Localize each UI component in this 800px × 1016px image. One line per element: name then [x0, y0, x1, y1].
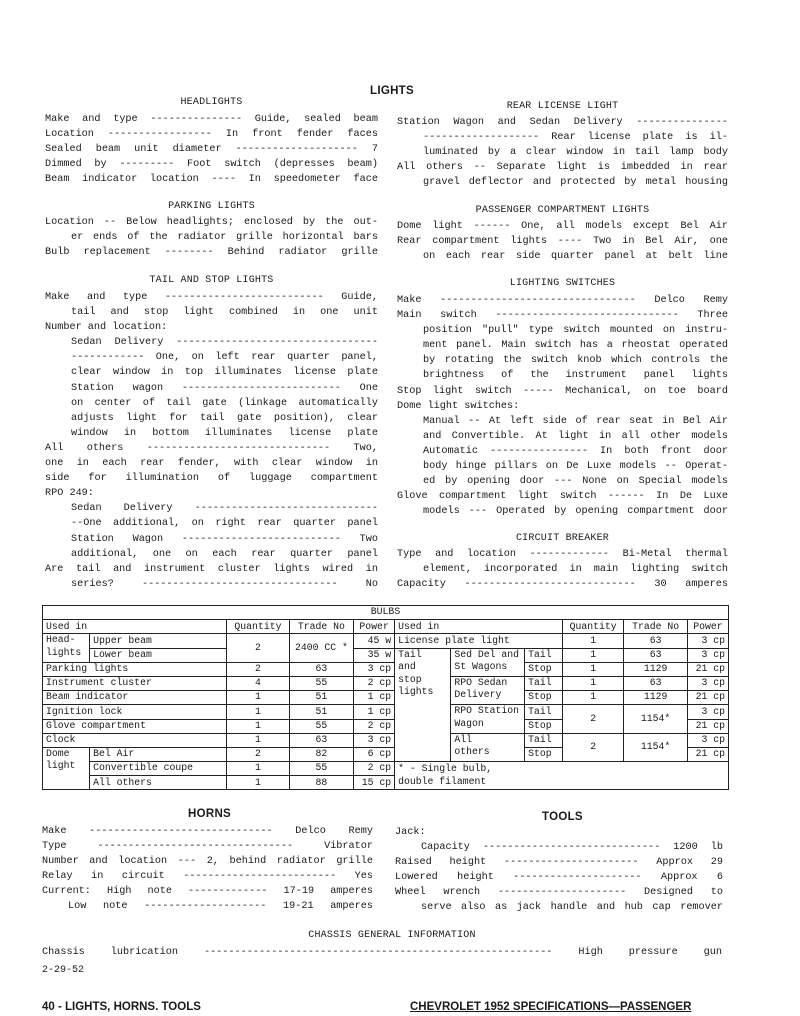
- table-title-row: [43, 606, 729, 620]
- spec-line: Beam indicator location ---- In speedometer face: [45, 174, 378, 186]
- spec-line: Make -------------------------------- Delco Remy: [397, 295, 728, 306]
- tail-stop-heading: TAIL AND STOP LIGHTS: [149, 275, 274, 286]
- qty: 1: [227, 776, 289, 790]
- power: 1 cp: [354, 691, 395, 705]
- lighting-switches-specs: [397, 293, 728, 519]
- trade: 63: [624, 676, 687, 690]
- table-row: [43, 776, 729, 790]
- parking-lights-specs: [45, 215, 378, 260]
- qty: 1: [227, 719, 289, 733]
- spec-line: Manual -- At left side of rear seat in Bel Air: [423, 415, 728, 427]
- spec-line: window in bottom illuminates license plate: [71, 427, 378, 439]
- spec-line: on each rear side quarter panel at belt line: [423, 251, 728, 263]
- qty: 1: [562, 648, 623, 662]
- trade: 55: [289, 676, 353, 690]
- spec-line: ------------------- Rear license plate is il-: [423, 132, 728, 144]
- all-others: All others: [451, 733, 525, 761]
- spec-line: Automatic ---------------- In both front door: [423, 445, 728, 457]
- rpo-station-wagon: RPO Station Wagon: [451, 705, 525, 733]
- spec-line: Location -- Below headlights; enclosed by the out-: [45, 217, 378, 228]
- page-title: LIGHTS: [370, 85, 414, 97]
- spec-line: element, incorporated in main lighting switch: [423, 564, 728, 576]
- power: 3 cp: [354, 662, 395, 676]
- upper-beam: Upper beam: [90, 634, 227, 648]
- qty: 1: [227, 733, 289, 747]
- spec-line: brightness of the instrument panel lights: [423, 370, 728, 382]
- license-plate-light: License plate light: [395, 634, 563, 648]
- spec-line: Glove compartment light switch ------ In De Luxe: [397, 491, 728, 503]
- tools-specs: [395, 825, 723, 916]
- power: 21 cp: [687, 719, 728, 733]
- row-name: Clock: [43, 733, 227, 747]
- spec-line: Are tail and instrument cluster lights wired in: [45, 563, 378, 575]
- qty: 4: [227, 676, 289, 690]
- spec-line: and Convertible. At light in all other models: [423, 430, 728, 442]
- spec-line: additional, one on each rear quarter panel: [71, 548, 378, 560]
- headlights-heading: HEADLIGHTS: [180, 97, 243, 108]
- spec-line: Sedan Delivery ------------------------------: [71, 503, 378, 515]
- rpo-sedan-delivery: RPO Sedan Delivery: [451, 676, 525, 704]
- chassis-lubrication: Chassis lubrication --------------------------------------------------------- High pressure gun: [42, 947, 722, 958]
- header-power: Power: [687, 620, 728, 634]
- table-row: [43, 691, 729, 705]
- power: 3 cp: [687, 705, 728, 719]
- upper-power: 45 w: [354, 634, 395, 648]
- tail-stop-specs: [45, 290, 378, 592]
- row-name: Glove compartment: [43, 719, 227, 733]
- table-row: [43, 648, 729, 662]
- sed-del-st-wagons: Sed Del and St Wagons: [451, 648, 525, 676]
- bulbs-table: [42, 605, 729, 790]
- spec-line: Current: High note ------------- 17-19 amperes: [42, 886, 373, 898]
- trade: 1154*: [624, 733, 687, 761]
- stop-label: Stop: [525, 691, 563, 705]
- horns-specs: [42, 824, 373, 915]
- trade: 63: [289, 662, 353, 676]
- spec-line: All others -- Separate light is imbedded in rear: [397, 162, 728, 174]
- row-name: All others: [90, 776, 227, 790]
- spec-line: Sedan Delivery ---------------------------------: [71, 337, 378, 349]
- qty: 1: [562, 662, 623, 676]
- spec-line: Dimmed by --------- Foot switch (depresses beam): [45, 159, 378, 171]
- table-row: [43, 762, 729, 776]
- spec-line: Make ------------------------------ Delco Remy: [42, 826, 373, 837]
- spec-line: luminated by a clear window in tail lamp body: [423, 147, 728, 159]
- spec-line: Low note -------------------- 19-21 amperes: [68, 901, 373, 913]
- qty: 2: [562, 733, 623, 761]
- row-name: Convertible coupe: [90, 762, 227, 776]
- spec-line: Make and type -------------------------- Guide,: [45, 292, 378, 303]
- revision-date: 2-29-52: [42, 965, 85, 976]
- trade: 1129: [624, 662, 687, 676]
- row-name: Bel Air: [90, 747, 227, 761]
- spec-line: Lowered height --------------------- Approx 6: [395, 872, 723, 884]
- row-name: Parking lights: [43, 662, 227, 676]
- lower-beam: Lower beam: [90, 648, 227, 662]
- trade: 88: [289, 776, 353, 790]
- spec-line: Stop light switch ----- Mechanical, on toe board: [397, 385, 728, 397]
- spec-line: er ends of the radiator grille horizontal bars: [71, 232, 378, 244]
- spec-line: one in each rear fender, with clear window in: [45, 458, 378, 470]
- power: 1 cp: [354, 705, 395, 719]
- qty: 1: [562, 691, 623, 705]
- header-used-in: Used in: [395, 620, 563, 634]
- chassis-specs: [42, 945, 722, 960]
- power: 3 cp: [687, 733, 728, 747]
- spec-line: by rotating the switch knob which controls the: [423, 355, 728, 367]
- table-header-row: [43, 620, 729, 634]
- footer-section: 40 - LIGHTS, HORNS. TOOLS: [42, 1001, 201, 1013]
- power: 21 cp: [687, 747, 728, 761]
- spec-line: Sealed beam unit diameter -------------------- 7: [45, 144, 378, 156]
- tail-label: Tail: [525, 676, 563, 690]
- stop-label: Stop: [525, 662, 563, 676]
- spec-line: RPO 249:: [45, 488, 94, 500]
- spec-line: Relay in circuit ------------------------- Yes: [42, 871, 373, 883]
- license-qty: 1: [562, 634, 623, 648]
- trade: 55: [289, 719, 353, 733]
- spec-line: Rear compartment lights ---- Two in Bel Air, one: [397, 236, 728, 248]
- power: 2 cp: [354, 762, 395, 776]
- spec-line: Number and location --- 2, behind radiator grille: [42, 856, 373, 868]
- header-trade-no: Trade No: [289, 620, 353, 634]
- circuit-breaker-specs: [397, 547, 728, 592]
- spec-line: Dome light switches:: [397, 400, 520, 412]
- table-row: [43, 733, 729, 747]
- power: 6 cp: [354, 747, 395, 761]
- spec-line: ed by opening door --- None on Special models: [423, 476, 728, 488]
- header-used-in: Used in: [43, 620, 227, 634]
- footer-publication: CHEVROLET 1952 SPECIFICATIONS—PASSENGER: [410, 1001, 692, 1013]
- qty: 1: [227, 705, 289, 719]
- power: 2 cp: [354, 676, 395, 690]
- spec-line: --One additional, on right rear quarter panel: [71, 518, 378, 530]
- spec-line: Jack:: [395, 827, 426, 838]
- trade: 51: [289, 691, 353, 705]
- spec-line: ment panel. Main switch has a rheostat operated: [423, 340, 728, 352]
- table-row: [43, 634, 729, 648]
- chassis-heading: CHASSIS GENERAL INFORMATION: [308, 930, 476, 941]
- spec-line: Bulb replacement -------- Behind radiator grille: [45, 247, 378, 259]
- passenger-compartment-heading: PASSENGER COMPARTMENT LIGHTS: [475, 205, 650, 216]
- qty: 1: [227, 762, 289, 776]
- headlights-trade: 2400 CC *: [289, 634, 353, 662]
- spec-line: body hinge pillars on De Luxe models -- Operat-: [423, 461, 728, 473]
- spec-line: Raised height ---------------------- Approx 29: [395, 857, 723, 869]
- table-row: [43, 662, 729, 676]
- power: 3 cp: [687, 676, 728, 690]
- header-trade-no: Trade No: [624, 620, 687, 634]
- qty: 2: [227, 662, 289, 676]
- rear-license-specs: [397, 115, 728, 190]
- tail-label: Tail: [525, 648, 563, 662]
- power: 21 cp: [687, 662, 728, 676]
- passenger-compartment-specs: [397, 219, 728, 264]
- spec-line: adjusts light for tail gate position), clear: [71, 412, 378, 424]
- headlights-qty: 2: [227, 634, 289, 662]
- tail-stop-group: Tail and stop lights: [395, 648, 451, 762]
- spec-line: Station Wagon -------------------------- Two: [71, 533, 378, 545]
- power: 2 cp: [354, 719, 395, 733]
- spec-line: side for illumination of luggage compartment: [45, 473, 378, 485]
- spec-line: clear window in top illuminates license plate: [71, 367, 378, 379]
- qty: 2: [562, 705, 623, 733]
- rear-license-heading: REAR LICENSE LIGHT: [506, 101, 619, 112]
- footnote-line-1: * - Single bulb,: [395, 762, 729, 776]
- trade: 51: [289, 705, 353, 719]
- horns-title: HORNS: [188, 808, 232, 820]
- tail-label: Tail: [525, 733, 563, 747]
- license-trade: 63: [624, 634, 687, 648]
- trade: 1154*: [624, 705, 687, 733]
- spec-line: All others ------------------------------ Two,: [45, 442, 378, 454]
- spec-line: serve also as jack handle and hub cap remover: [421, 902, 723, 914]
- spec-line: Dome light ------ One, all models except Bel Air: [397, 221, 728, 232]
- parking-lights-heading: PARKING LIGHTS: [168, 201, 255, 212]
- license-power: 3 cp: [687, 634, 728, 648]
- spec-line: Wheel wrench --------------------- Designed to: [395, 887, 723, 899]
- bulbs-title: BULBS: [43, 606, 729, 620]
- stop-label: Stop: [525, 719, 563, 733]
- header-quantity: Quantity: [562, 620, 623, 634]
- stop-label: Stop: [525, 747, 563, 761]
- spec-line: Number and location:: [45, 322, 168, 334]
- circuit-breaker-heading: CIRCUIT BREAKER: [515, 533, 609, 544]
- headlights-specs: [45, 112, 378, 187]
- trade: 63: [624, 648, 687, 662]
- spec-line: position "pull" type switch mounted on instru-: [423, 325, 728, 337]
- table-row: [43, 676, 729, 690]
- trade: 82: [289, 747, 353, 761]
- row-name: Instrument cluster: [43, 676, 227, 690]
- spec-line: Main switch ------------------------------ Three: [397, 310, 728, 322]
- spec-line: Make and type --------------- Guide, sealed beam: [45, 114, 378, 125]
- spec-line: Capacity ----------------------------- 1200 lb: [421, 842, 723, 854]
- spec-line: Type and location ------------- Bi-Metal thermal: [397, 549, 728, 560]
- spec-line: Location ----------------- In front fender faces: [45, 129, 378, 141]
- spec-line: Capacity ---------------------------- 30 amperes: [397, 579, 728, 591]
- header-power: Power: [354, 620, 395, 634]
- power: 3 cp: [687, 648, 728, 662]
- table-row: [43, 705, 729, 719]
- spec-line: Station Wagon and Sedan Delivery ---------------: [397, 117, 728, 128]
- footnote-line-2: double filament: [395, 776, 729, 790]
- spec-line: tail and stop light combined in one unit: [71, 307, 378, 319]
- row-name: Ignition lock: [43, 705, 227, 719]
- spec-line: series? -------------------------------- No: [71, 578, 378, 590]
- lower-power: 35 w: [354, 648, 395, 662]
- qty: 1: [227, 691, 289, 705]
- power: 15 cp: [354, 776, 395, 790]
- power: 3 cp: [354, 733, 395, 747]
- spec-line: models --- Operated by opening compartment door: [423, 506, 728, 518]
- power: 21 cp: [687, 691, 728, 705]
- spec-line: Station wagon -------------------------- One: [71, 382, 378, 394]
- spec-line: gravel deflector and protected by metal housing: [423, 177, 728, 189]
- trade: 55: [289, 762, 353, 776]
- dome-light-group: Dome light: [43, 747, 90, 790]
- spec-line: Type -------------------------------- Vibrator: [42, 841, 373, 853]
- spec-line: on center of tail gate (linkage automatically: [71, 397, 378, 409]
- tools-title: TOOLS: [542, 811, 583, 823]
- headlights-group: Head- lights: [43, 634, 90, 662]
- spec-line: ------------ One, on left rear quarter panel,: [71, 352, 378, 364]
- qty: 1: [562, 676, 623, 690]
- trade: 1129: [624, 691, 687, 705]
- row-name: Beam indicator: [43, 691, 227, 705]
- tail-label: Tail: [525, 705, 563, 719]
- lighting-switches-heading: LIGHTING SWITCHES: [509, 278, 616, 289]
- header-quantity: Quantity: [227, 620, 289, 634]
- qty: 2: [227, 747, 289, 761]
- trade: 63: [289, 733, 353, 747]
